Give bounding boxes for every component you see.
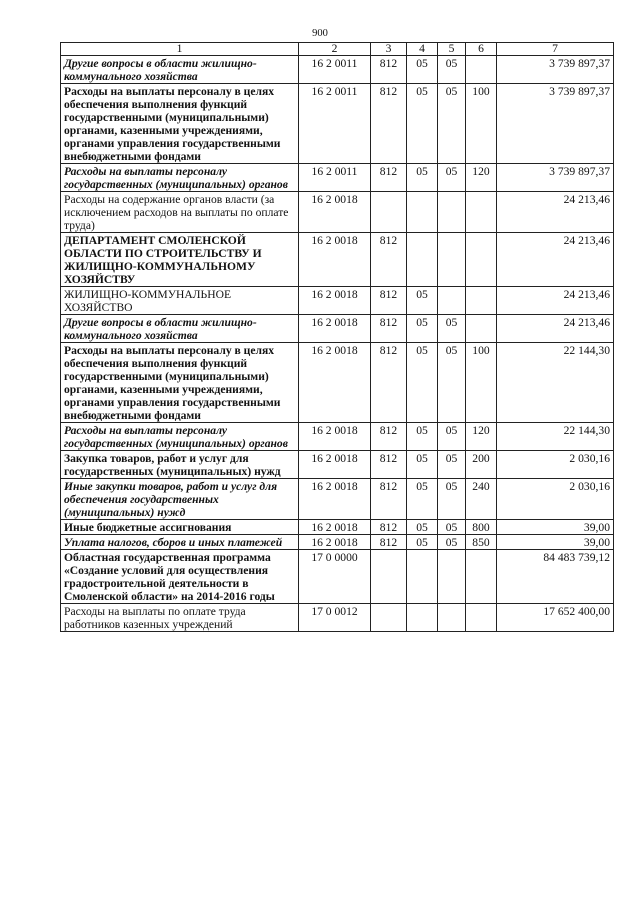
row-target-code-cell: 16 2 0018 (299, 315, 371, 343)
row-subsection-cell: 05 (438, 84, 466, 164)
row-name-cell: Расходы на содержание органов власти (за исключением расходов на выплаты по оплате труда) (61, 192, 299, 233)
column-header: 1 (61, 43, 299, 56)
row-target-code-cell: 16 2 0018 (299, 535, 371, 550)
row-expense-type-cell: 240 (466, 479, 497, 520)
table-row (61, 315, 614, 343)
row-target-code-cell: 16 2 0018 (299, 520, 371, 535)
row-section-cell: 05 (407, 535, 438, 550)
budget-table (60, 42, 614, 632)
row-name-cell: Расходы на выплаты персоналу в целях обеспечения выполнения функций государственными (муниципальными) органами, казенными учреждениями, органами управления государственными внебюджетными фондами (61, 84, 299, 164)
row-admin-code-cell: 812 (371, 423, 407, 451)
row-target-code-cell: 16 2 0018 (299, 233, 371, 287)
row-amount-cell: 3 739 897,37 (497, 164, 614, 192)
row-subsection-cell: 05 (438, 479, 466, 520)
table-row (61, 550, 614, 604)
row-amount-cell: 24 213,46 (497, 233, 614, 287)
row-admin-code-cell (371, 550, 407, 604)
row-amount-cell: 2 030,16 (497, 451, 614, 479)
row-section-cell: 05 (407, 423, 438, 451)
row-amount-cell: 22 144,30 (497, 343, 614, 423)
row-section-cell: 05 (407, 343, 438, 423)
row-expense-type-cell (466, 315, 497, 343)
row-expense-type-cell: 200 (466, 451, 497, 479)
row-expense-type-cell: 120 (466, 164, 497, 192)
row-amount-cell: 39,00 (497, 535, 614, 550)
row-expense-type-cell: 800 (466, 520, 497, 535)
row-amount-cell: 24 213,46 (497, 192, 614, 233)
row-admin-code-cell: 812 (371, 84, 407, 164)
row-target-code-cell: 16 2 0018 (299, 451, 371, 479)
row-admin-code-cell: 812 (371, 451, 407, 479)
row-admin-code-cell: 812 (371, 479, 407, 520)
table-row (61, 479, 614, 520)
table-row (61, 520, 614, 535)
row-subsection-cell: 05 (438, 423, 466, 451)
row-subsection-cell: 05 (438, 315, 466, 343)
row-target-code-cell: 17 0 0012 (299, 604, 371, 632)
row-section-cell (407, 550, 438, 604)
row-name-cell: ДЕПАРТАМЕНТ СМОЛЕНСКОЙ ОБЛАСТИ ПО СТРОИТЕЛЬСТВУ И ЖИЛИЩНО-КОММУНАЛЬНОМУ ХОЗЯЙСТВУ (61, 233, 299, 287)
row-amount-cell: 2 030,16 (497, 479, 614, 520)
row-expense-type-cell (466, 550, 497, 604)
row-amount-cell: 3 739 897,37 (497, 56, 614, 84)
table-row (61, 535, 614, 550)
row-expense-type-cell (466, 192, 497, 233)
row-target-code-cell: 16 2 0018 (299, 287, 371, 315)
row-amount-cell: 3 739 897,37 (497, 84, 614, 164)
row-subsection-cell: 05 (438, 520, 466, 535)
row-admin-code-cell: 812 (371, 520, 407, 535)
column-header: 3 (371, 43, 407, 56)
table-row (61, 84, 614, 164)
column-header: 7 (497, 43, 614, 56)
row-subsection-cell: 05 (438, 56, 466, 84)
row-subsection-cell (438, 233, 466, 287)
table-row (61, 451, 614, 479)
column-number-row (61, 43, 614, 56)
row-name-cell: Закупка товаров, работ и услуг для государственных (муниципальных) нужд (61, 451, 299, 479)
row-name-cell: Расходы на выплаты по оплате труда работников казенных учреждений (61, 604, 299, 632)
row-section-cell (407, 192, 438, 233)
row-subsection-cell (438, 192, 466, 233)
row-subsection-cell: 05 (438, 343, 466, 423)
row-admin-code-cell (371, 604, 407, 632)
row-admin-code-cell: 812 (371, 315, 407, 343)
row-target-code-cell: 16 2 0011 (299, 56, 371, 84)
row-section-cell (407, 604, 438, 632)
table-row (61, 233, 614, 287)
row-expense-type-cell: 100 (466, 84, 497, 164)
row-subsection-cell: 05 (438, 451, 466, 479)
row-section-cell: 05 (407, 315, 438, 343)
row-name-cell: Областная государственная программа «Создание условий для осуществления градостроительной деятельности в Смоленской области» на 2014-2016 годы (61, 550, 299, 604)
table-row (61, 192, 614, 233)
row-amount-cell: 22 144,30 (497, 423, 614, 451)
row-expense-type-cell (466, 56, 497, 84)
row-name-cell: Расходы на выплаты персоналу в целях обеспечения выполнения функций государственными (муниципальными) органами, казенными учреждениями, органами управления государственными внебюджетными фондами (61, 343, 299, 423)
column-header: 5 (438, 43, 466, 56)
row-expense-type-cell: 850 (466, 535, 497, 550)
row-section-cell: 05 (407, 451, 438, 479)
row-name-cell: Уплата налогов, сборов и иных платежей (61, 535, 299, 550)
table-row (61, 287, 614, 315)
row-expense-type-cell (466, 233, 497, 287)
row-name-cell: Другие вопросы в области жилищно-коммунального хозяйства (61, 315, 299, 343)
table-row (61, 164, 614, 192)
row-target-code-cell: 17 0 0000 (299, 550, 371, 604)
row-subsection-cell (438, 550, 466, 604)
table-row (61, 343, 614, 423)
row-target-code-cell: 16 2 0018 (299, 192, 371, 233)
table-row (61, 604, 614, 632)
row-expense-type-cell (466, 604, 497, 632)
row-section-cell: 05 (407, 287, 438, 315)
row-amount-cell: 17 652 400,00 (497, 604, 614, 632)
row-admin-code-cell (371, 192, 407, 233)
row-admin-code-cell: 812 (371, 164, 407, 192)
page-number: 900 (312, 28, 328, 39)
row-name-cell: Другие вопросы в области жилищно-коммунального хозяйства (61, 56, 299, 84)
row-target-code-cell: 16 2 0011 (299, 84, 371, 164)
row-admin-code-cell: 812 (371, 233, 407, 287)
row-target-code-cell: 16 2 0018 (299, 423, 371, 451)
row-name-cell: ЖИЛИЩНО-КОММУНАЛЬНОЕ ХОЗЯЙСТВО (61, 287, 299, 315)
row-target-code-cell: 16 2 0018 (299, 343, 371, 423)
column-header: 4 (407, 43, 438, 56)
row-section-cell: 05 (407, 164, 438, 192)
row-admin-code-cell: 812 (371, 343, 407, 423)
row-target-code-cell: 16 2 0011 (299, 164, 371, 192)
row-name-cell: Иные бюджетные ассигнования (61, 520, 299, 535)
row-subsection-cell: 05 (438, 164, 466, 192)
row-name-cell: Иные закупки товаров, работ и услуг для обеспечения государственных (муниципальных) нужд (61, 479, 299, 520)
row-amount-cell: 24 213,46 (497, 315, 614, 343)
row-subsection-cell (438, 287, 466, 315)
row-amount-cell: 24 213,46 (497, 287, 614, 315)
row-section-cell: 05 (407, 479, 438, 520)
row-amount-cell: 39,00 (497, 520, 614, 535)
row-section-cell: 05 (407, 56, 438, 84)
table-row (61, 56, 614, 84)
row-admin-code-cell: 812 (371, 287, 407, 315)
column-header: 6 (466, 43, 497, 56)
row-section-cell (407, 233, 438, 287)
row-section-cell: 05 (407, 520, 438, 535)
row-expense-type-cell: 120 (466, 423, 497, 451)
row-subsection-cell: 05 (438, 535, 466, 550)
table-row (61, 423, 614, 451)
row-name-cell: Расходы на выплаты персоналу государственных (муниципальных) органов (61, 164, 299, 192)
row-name-cell: Расходы на выплаты персоналу государственных (муниципальных) органов (61, 423, 299, 451)
row-amount-cell: 84 483 739,12 (497, 550, 614, 604)
row-expense-type-cell: 100 (466, 343, 497, 423)
row-section-cell: 05 (407, 84, 438, 164)
column-header: 2 (299, 43, 371, 56)
row-admin-code-cell: 812 (371, 535, 407, 550)
table-body (61, 43, 614, 632)
row-target-code-cell: 16 2 0018 (299, 479, 371, 520)
row-admin-code-cell: 812 (371, 56, 407, 84)
row-expense-type-cell (466, 287, 497, 315)
row-subsection-cell (438, 604, 466, 632)
